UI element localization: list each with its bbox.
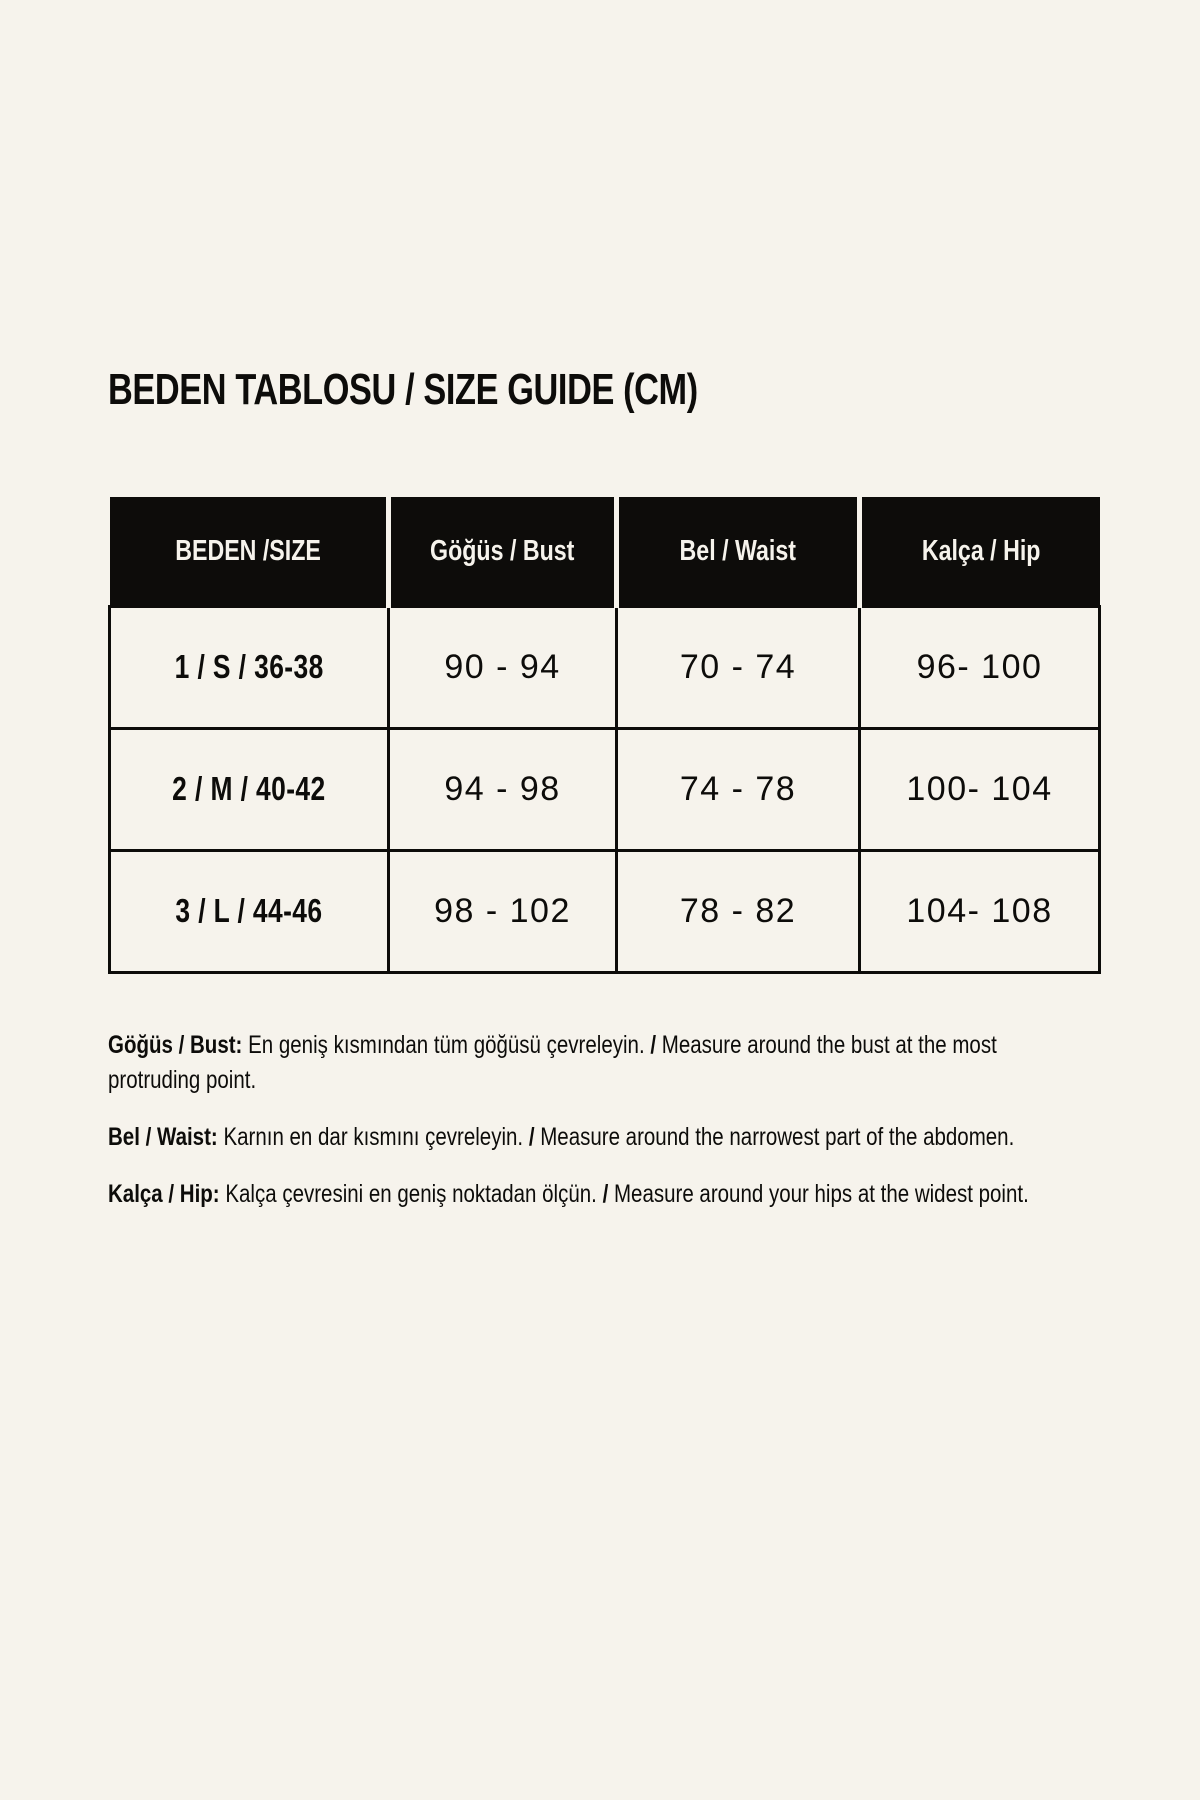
size-value: 2 / M / 40-42 bbox=[172, 770, 326, 807]
note-waist bbox=[108, 1120, 1051, 1155]
col-header-waist-label: Bel / Waist bbox=[679, 534, 797, 567]
note-bust-english: Measure around the bust at the most protruding point. bbox=[108, 1031, 997, 1094]
col-header-waist bbox=[617, 497, 860, 607]
bust-value: 98 - 102 bbox=[434, 892, 571, 930]
waist-cell bbox=[617, 729, 860, 851]
note-waist-separator: / bbox=[528, 1123, 535, 1151]
hip-cell bbox=[860, 607, 1100, 729]
hip-value: 104- 108 bbox=[906, 892, 1053, 930]
hip-value: 96- 100 bbox=[916, 648, 1043, 686]
col-header-hip bbox=[860, 497, 1100, 607]
col-header-hip-label: Kalça / Hip bbox=[921, 534, 1041, 567]
note-bust-turkish: En geniş kısmından tüm göğüsü çevreleyin. bbox=[248, 1031, 645, 1059]
hip-cell bbox=[860, 851, 1100, 973]
waist-value: 78 - 82 bbox=[679, 892, 797, 930]
note-waist-turkish: Karnın en dar kısmını çevreleyin. bbox=[223, 1123, 524, 1151]
bust-value: 90 - 94 bbox=[444, 648, 561, 686]
note-hip-separator: / bbox=[602, 1180, 609, 1208]
size-cell bbox=[110, 729, 389, 851]
size-table bbox=[108, 497, 1101, 974]
hip-cell bbox=[860, 729, 1100, 851]
table-row-small bbox=[110, 607, 1100, 729]
size-cell bbox=[110, 607, 389, 729]
col-header-size bbox=[110, 497, 389, 607]
note-waist-english: Measure around the narrowest part of the abdomen. bbox=[540, 1123, 1015, 1151]
col-header-bust-label: Göğüs / Bust bbox=[430, 534, 575, 567]
page-title: BEDEN TABLOSU / SIZE GUIDE (CM) bbox=[108, 365, 698, 414]
col-header-bust bbox=[389, 497, 617, 607]
note-hip-label: Kalça / Hip: bbox=[108, 1180, 220, 1208]
note-bust-separator: / bbox=[650, 1031, 657, 1059]
note-hip-turkish: Kalça çevresini en geniş noktadan ölçün. bbox=[225, 1180, 597, 1208]
note-bust bbox=[108, 1028, 1051, 1098]
note-waist-label: Bel / Waist: bbox=[108, 1123, 218, 1151]
size-table-header-row bbox=[110, 497, 1100, 607]
bust-cell bbox=[389, 729, 617, 851]
measurement-notes bbox=[108, 1028, 1051, 1212]
waist-value: 74 - 78 bbox=[679, 770, 797, 808]
table-row-medium bbox=[110, 729, 1100, 851]
bust-cell bbox=[389, 851, 617, 973]
col-header-size-label: BEDEN /SIZE bbox=[174, 534, 321, 567]
note-hip bbox=[108, 1177, 1051, 1212]
size-value: 1 / S / 36-38 bbox=[174, 648, 324, 685]
size-value: 3 / L / 44-46 bbox=[175, 892, 323, 929]
bust-value: 94 - 98 bbox=[444, 770, 561, 808]
waist-value: 70 - 74 bbox=[679, 648, 797, 686]
table-row-large bbox=[110, 851, 1100, 973]
note-bust-label: Göğüs / Bust: bbox=[108, 1031, 243, 1059]
note-hip-english: Measure around your hips at the widest point. bbox=[613, 1180, 1029, 1208]
size-cell bbox=[110, 851, 389, 973]
bust-cell bbox=[389, 607, 617, 729]
waist-cell bbox=[617, 851, 860, 973]
waist-cell bbox=[617, 607, 860, 729]
hip-value: 100- 104 bbox=[906, 770, 1053, 808]
